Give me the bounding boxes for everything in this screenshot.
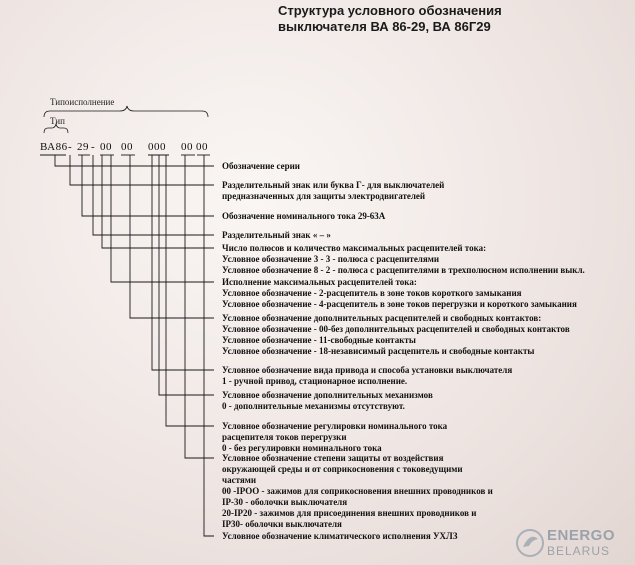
logo-mark-icon bbox=[515, 528, 545, 558]
label-tip: Тип bbox=[50, 116, 65, 126]
desc-accessories: Условное обозначение дополнительных расцепителей и свободных контактов: Условное обозначение - 00-без дополнительных расцепителей и свободных контактов Условное обозначение - 11-свободные контакты Условное обозначение - 18-независимый расцепитель и свободные контакты bbox=[222, 313, 570, 356]
energo-belarus-logo bbox=[515, 525, 630, 561]
code-part-climate: 00 bbox=[196, 141, 208, 153]
desc-mechanisms: Условное обозначение дополнительных механизмов 0 - дополнительные механизмы отсутствуют. bbox=[222, 390, 433, 411]
desc-drive: Условное обозначение вида привода и способа установки выключателя 1 - ручной привод, стационарное исполнение. bbox=[222, 365, 513, 386]
title-line-2: выключателя ВА 86-29, ВА 86Г29 bbox=[278, 19, 491, 34]
code-part-current: 29 bbox=[77, 141, 89, 153]
brace-tipoispolnenie bbox=[44, 106, 208, 117]
code-part-accessories: 00 bbox=[121, 141, 133, 153]
code-part-drive: 000 bbox=[148, 141, 166, 153]
connector-accessories bbox=[130, 155, 214, 318]
desc-poles: Число полюсов и количество максимальных расцепителей тока: Условное обозначение 3 - 3 - полюса с расцепителями Условное обозначение 8 - 2 - полюса с расцепителями в трехполюсном исполнении выкл. bbox=[222, 243, 585, 275]
desc-release: Исполнение максимальных расцепителей тока: Условное обозначение - 2-расцепитель в зоне токов короткого замыкания Условное обозначение - 4-расцепитель в зоне токов перегрузки и короткого замыкания bbox=[222, 277, 577, 309]
logo-text-belarus: BELARUS bbox=[547, 544, 611, 558]
desc-current: Обозначение номинального тока 29-63А bbox=[222, 211, 386, 221]
connector-adjustment bbox=[166, 155, 214, 426]
desc-protection: Условное обозначение степени защиты от воздействия окружающей среды и от соприкосновения с токоведущими частями 00 -IPOO - зажимов для соприкосновения внешних проводников и IP-30 - оболочки выключателя 20-IP20 - зажимов для присоединения внешних проводников и IP30- оболочки выключателя bbox=[222, 453, 493, 529]
label-tipoispolnenie: Типоисполнение bbox=[50, 97, 115, 107]
desc-climate: Условное обозначение климатического исполнения УХЛЗ bbox=[222, 531, 458, 541]
connector-climate bbox=[204, 155, 214, 536]
desc-dash: Разделительный знак « – » bbox=[222, 230, 331, 240]
title-line-1: Структура условного обозначения bbox=[278, 3, 502, 18]
code-part-dash-2: - bbox=[91, 141, 96, 153]
brace-tip bbox=[44, 124, 68, 133]
connector-mechanisms bbox=[159, 155, 214, 395]
desc-separator: Разделительный знак или буква Г- для выключателей предназначенных для защиты электродвигателей bbox=[222, 180, 445, 201]
logo-text-energo: ENERGO bbox=[547, 527, 616, 544]
code-part-protection: 00 bbox=[181, 141, 193, 153]
desc-series: Обозначение серии bbox=[222, 161, 300, 171]
connector-separator bbox=[70, 155, 214, 185]
connector-series bbox=[55, 155, 214, 166]
code-part-series: ВА86 bbox=[40, 141, 68, 153]
connector-poles bbox=[102, 155, 214, 248]
code-part-poles: 00 bbox=[100, 141, 112, 153]
connector-release bbox=[111, 155, 214, 282]
desc-adjustment: Условное обозначение регулировки номинального тока расцепителя токов перегрузки 0 - без регулировки номинального тока bbox=[222, 421, 448, 453]
connector-protection bbox=[185, 155, 214, 458]
code-part-dash-1: - bbox=[68, 141, 73, 153]
connector-drive bbox=[152, 155, 214, 370]
